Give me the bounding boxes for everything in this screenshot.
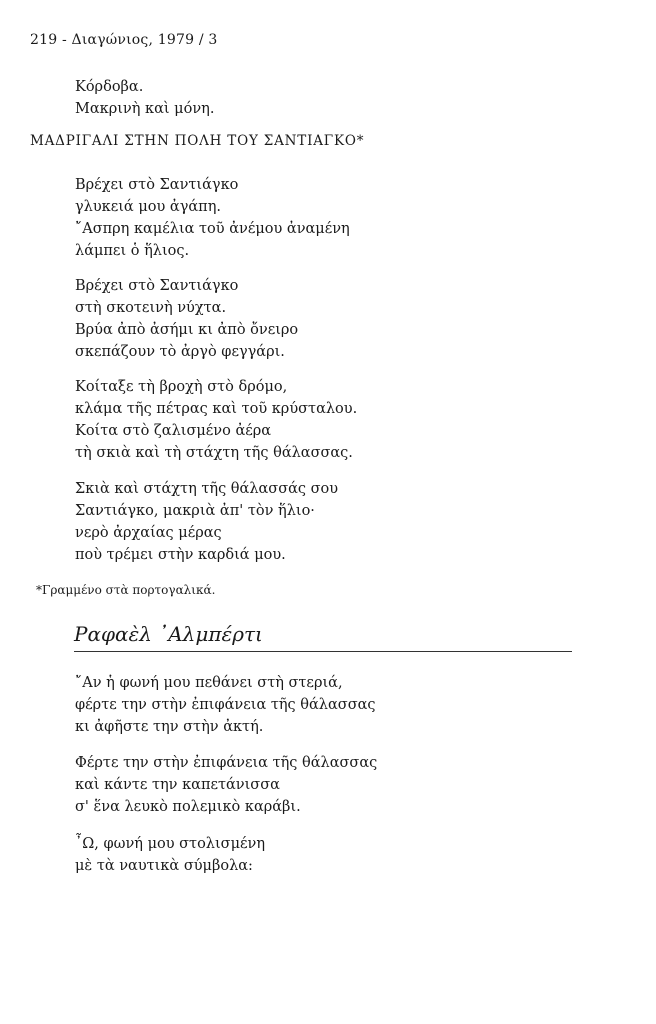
verse-line: φέρτε την στὴν ἐπιφάνεια τῆς θάλασσας [75, 697, 376, 713]
verse-line: Μακρινὴ καὶ μόνη. [75, 101, 215, 117]
verse-line: γλυκειά μου ἀγάπη. [75, 199, 221, 215]
alberti-stanza-3 [75, 833, 265, 877]
verse-line: Βρέχει στὸ Σαντιάγκο [75, 177, 239, 193]
verse-line: κλάμα τῆς πέτρας καὶ τοῦ κρύσταλου. [75, 401, 358, 417]
verse-line: ῎Ασπρη καμέλια τοῦ ἀνέμου ἀναμένη [75, 221, 350, 237]
verse-line: ῏Ω, φωνή μου στολισμένη [75, 836, 266, 852]
alberti-stanza-2 [75, 752, 377, 818]
verse-line: τὴ σκιὰ καὶ τὴ στάχτη τῆς θάλασσας. [75, 445, 353, 461]
alberti-stanza-1 [75, 672, 376, 738]
verse-line: νερὸ ἀρχαίας μέρας [75, 525, 222, 541]
prev-poem-ending [75, 76, 214, 120]
verse-line: Βρέχει στὸ Σαντιάγκο [75, 278, 239, 294]
verse-line: Κοίταξε τὴ βροχὴ στὸ δρόμο, [75, 379, 288, 395]
verse-line: Κοίτα στὸ ζαλισμένο ἀέρα [75, 423, 272, 439]
verse-line: στὴ σκοτεινὴ νύχτα. [75, 300, 227, 316]
verse-line: Σαντιάγκο, μακριὰ ἀπ' τὸν ἥλιο· [75, 503, 315, 519]
madrigal-stanza-2 [75, 275, 298, 363]
author-heading: Ραφαὲλ ᾿Αλμπέρτι [74, 622, 263, 646]
verse-line: Κόρδοβα. [75, 79, 144, 95]
verse-line: λάμπει ὁ ἥλιος. [75, 243, 190, 259]
verse-line: καὶ κάντε την καπετάνισσα [75, 777, 280, 793]
verse-line: μὲ τὰ ναυτικὰ σύμβολα: [75, 858, 253, 874]
madrigal-stanza-4 [75, 478, 338, 566]
verse-line: σκεπάζουν τὸ ἀργὸ φεγγάρι. [75, 344, 285, 360]
verse-line: ποὺ τρέμει στὴν καρδιά μου. [75, 547, 286, 563]
poem-title: ΜΑΔΡΙΓΑΛΙ ΣΤΗΝ ΠΟΛΗ ΤΟΥ ΣΑΝΤΙΑΓΚΟ* [30, 133, 365, 149]
verse-line: Βρύα ἀπὸ ἀσήμι κι ἀπὸ ὄνειρο [75, 322, 299, 338]
verse-line: κι ἀφῆστε την στὴν ἀκτή. [75, 719, 264, 735]
verse-line: ῎Αν ἡ φωνή μου πεθάνει στὴ στεριά, [75, 675, 343, 691]
running-head: 219 - Διαγώνιος, 1979 / 3 [30, 32, 218, 48]
madrigal-stanza-3 [75, 376, 357, 464]
footnote: *Γραμμένο στὰ πορτογαλικά. [36, 583, 216, 597]
verse-line: σ' ἕνα λευκὸ πολεμικὸ καράβι. [75, 799, 301, 815]
verse-line: Σκιὰ καὶ στάχτη τῆς θάλασσάς σου [75, 481, 339, 497]
author-underline [74, 651, 572, 652]
verse-line: Φέρτε την στὴν ἐπιφάνεια τῆς θάλασσας [75, 755, 378, 771]
madrigal-stanza-1 [75, 174, 350, 262]
